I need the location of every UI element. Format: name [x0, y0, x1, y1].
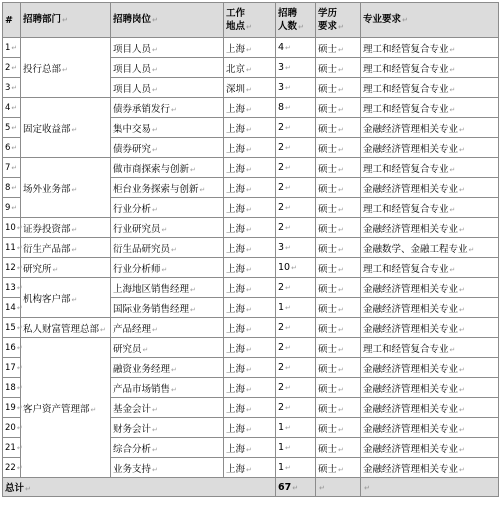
row-index: 13↵: [3, 278, 21, 298]
row-index: 18↵: [3, 378, 21, 398]
major-cell: 理工和经管复合专业↵: [361, 38, 499, 58]
major-cell: 金融数学、金融工程专业↵: [361, 238, 499, 258]
location-cell: 深圳↵: [224, 78, 276, 98]
row-index: 15↵: [3, 318, 21, 338]
position-cell: 项目人员↵: [111, 38, 224, 58]
major-cell: 金融经济管理相关专业↵: [361, 358, 499, 378]
location-cell: 上海↵: [224, 258, 276, 278]
major-cell: 金融经济管理相关专业↵: [361, 278, 499, 298]
major-cell: 金融经济管理相关专业↵: [361, 458, 499, 478]
education-cell: 硕士↵: [316, 458, 361, 478]
position-cell: 财务会计↵: [111, 418, 224, 438]
location-cell: 上海↵: [224, 318, 276, 338]
major-cell: 金融经济管理相关专业↵: [361, 218, 499, 238]
location-cell: 上海↵: [224, 138, 276, 158]
education-cell: 硕士↵: [316, 378, 361, 398]
table-row: [3, 258, 499, 278]
count-cell: 1↵: [276, 418, 316, 438]
count-cell: 2↵: [276, 378, 316, 398]
location-cell: 上海↵: [224, 358, 276, 378]
count-cell: 3↵: [276, 78, 316, 98]
location-cell: 上海↵: [224, 118, 276, 138]
count-cell: 2↵: [276, 178, 316, 198]
row-index: 22↵: [3, 458, 21, 478]
department-cell: 研究所↵: [21, 258, 111, 278]
row-index: 3↵: [3, 78, 21, 98]
education-cell: 硕士↵: [316, 138, 361, 158]
header-count: 招聘 人数↵: [276, 3, 316, 38]
position-cell: 做市商探索与创新↵: [111, 158, 224, 178]
count-cell: 10↵: [276, 258, 316, 278]
header-major: 专业要求↵: [361, 3, 499, 38]
row-index: 17↵: [3, 358, 21, 378]
department-cell: 私人财富管理总部↵: [21, 318, 111, 338]
major-cell: 理工和经管复合专业↵: [361, 338, 499, 358]
education-cell: 硕士↵: [316, 118, 361, 138]
row-index: 11↵: [3, 238, 21, 258]
header-index: #: [3, 3, 21, 38]
major-cell: 理工和经管复合专业↵: [361, 198, 499, 218]
total-label: 总计↵: [3, 478, 276, 497]
location-cell: 上海↵: [224, 198, 276, 218]
position-cell: 研究员↵: [111, 338, 224, 358]
education-cell: 硕士↵: [316, 318, 361, 338]
location-cell: 上海↵: [224, 238, 276, 258]
count-cell: 2↵: [276, 158, 316, 178]
count-cell: 3↵: [276, 58, 316, 78]
count-cell: 1↵: [276, 298, 316, 318]
row-index: 9↵: [3, 198, 21, 218]
total-blank: ↵: [316, 478, 361, 497]
major-cell: 理工和经管复合专业↵: [361, 78, 499, 98]
recruitment-table: [2, 2, 499, 497]
row-index: 6↵: [3, 138, 21, 158]
table-row: [3, 318, 499, 338]
count-cell: 2↵: [276, 118, 316, 138]
education-cell: 硕士↵: [316, 78, 361, 98]
education-cell: 硕士↵: [316, 98, 361, 118]
major-cell: 金融经济管理相关专业↵: [361, 318, 499, 338]
count-cell: 2↵: [276, 358, 316, 378]
education-cell: 硕士↵: [316, 238, 361, 258]
row-index: 14↵: [3, 298, 21, 318]
major-cell: 金融经济管理相关专业↵: [361, 378, 499, 398]
location-cell: 上海↵: [224, 458, 276, 478]
location-cell: 上海↵: [224, 38, 276, 58]
major-cell: 金融经济管理相关专业↵: [361, 418, 499, 438]
department-cell: 衍生产品部↵: [21, 238, 111, 258]
education-cell: 硕士↵: [316, 198, 361, 218]
total-row: [3, 478, 499, 497]
row-index: 19↵: [3, 398, 21, 418]
position-cell: 集中交易↵: [111, 118, 224, 138]
row-index: 16↵: [3, 338, 21, 358]
department-cell: 证券投资部↵: [21, 218, 111, 238]
education-cell: 硕士↵: [316, 258, 361, 278]
major-cell: 金融经济管理相关专业↵: [361, 298, 499, 318]
row-index: 1↵: [3, 38, 21, 58]
department-cell: 客户资产管理部↵: [21, 338, 111, 478]
major-cell: 金融经济管理相关专业↵: [361, 118, 499, 138]
major-cell: 理工和经管复合专业↵: [361, 158, 499, 178]
row-index: 12↵: [3, 258, 21, 278]
position-cell: 行业研究员↵: [111, 218, 224, 238]
row-index: 8↵: [3, 178, 21, 198]
table-row: [3, 218, 499, 238]
count-cell: 2↵: [276, 198, 316, 218]
row-index: 5↵: [3, 118, 21, 138]
department-cell: 机构客户部↵: [21, 278, 111, 318]
position-cell: 项目人员↵: [111, 78, 224, 98]
education-cell: 硕士↵: [316, 218, 361, 238]
row-index: 20↵: [3, 418, 21, 438]
position-cell: 上海地区销售经理↵: [111, 278, 224, 298]
department-cell: 场外业务部↵: [21, 158, 111, 218]
table-row: [3, 38, 499, 58]
education-cell: 硕士↵: [316, 38, 361, 58]
count-cell: 1↵: [276, 458, 316, 478]
location-cell: 上海↵: [224, 98, 276, 118]
education-cell: 硕士↵: [316, 278, 361, 298]
location-cell: 上海↵: [224, 178, 276, 198]
education-cell: 硕士↵: [316, 178, 361, 198]
table-row: [3, 158, 499, 178]
position-cell: 行业分析师↵: [111, 258, 224, 278]
location-cell: 上海↵: [224, 378, 276, 398]
row-index: 21↵: [3, 438, 21, 458]
position-cell: 产品经理↵: [111, 318, 224, 338]
count-cell: 4↵: [276, 38, 316, 58]
major-cell: 金融经济管理相关专业↵: [361, 438, 499, 458]
location-cell: 上海↵: [224, 278, 276, 298]
position-cell: 柜台业务探索与创新↵: [111, 178, 224, 198]
location-cell: 上海↵: [224, 438, 276, 458]
position-cell: 债券承销发行↵: [111, 98, 224, 118]
count-cell: 2↵: [276, 338, 316, 358]
header-row: [3, 3, 499, 38]
major-cell: 金融经济管理相关专业↵: [361, 398, 499, 418]
count-cell: 1↵: [276, 438, 316, 458]
department-cell: 固定收益部↵: [21, 98, 111, 158]
row-index: 4↵: [3, 98, 21, 118]
table-row: [3, 338, 499, 358]
table-body: [3, 38, 499, 478]
education-cell: 硕士↵: [316, 298, 361, 318]
major-cell: 金融经济管理相关专业↵: [361, 178, 499, 198]
row-index: 10↵: [3, 218, 21, 238]
major-cell: 金融经济管理相关专业↵: [361, 138, 499, 158]
education-cell: 硕士↵: [316, 358, 361, 378]
position-cell: 基金会计↵: [111, 398, 224, 418]
location-cell: 上海↵: [224, 158, 276, 178]
position-cell: 债券研究↵: [111, 138, 224, 158]
position-cell: 融资业务经理↵: [111, 358, 224, 378]
position-cell: 衍生品研究员↵: [111, 238, 224, 258]
count-cell: 2↵: [276, 398, 316, 418]
location-cell: 上海↵: [224, 398, 276, 418]
education-cell: 硕士↵: [316, 338, 361, 358]
header-location: 工作 地点↵: [224, 3, 276, 38]
position-cell: 业务支持↵: [111, 458, 224, 478]
count-cell: 8↵: [276, 98, 316, 118]
count-cell: 3↵: [276, 238, 316, 258]
education-cell: 硕士↵: [316, 58, 361, 78]
major-cell: 理工和经管复合专业↵: [361, 58, 499, 78]
position-cell: 综合分析↵: [111, 438, 224, 458]
position-cell: 项目人员↵: [111, 58, 224, 78]
count-cell: 2↵: [276, 318, 316, 338]
major-cell: 理工和经管复合专业↵: [361, 258, 499, 278]
position-cell: 产品市场销售↵: [111, 378, 224, 398]
location-cell: 上海↵: [224, 298, 276, 318]
education-cell: 硕士↵: [316, 158, 361, 178]
total-count: 67↵: [276, 478, 316, 497]
position-cell: 国际业务销售经理↵: [111, 298, 224, 318]
table-row: [3, 278, 499, 298]
location-cell: 上海↵: [224, 418, 276, 438]
table-row: [3, 238, 499, 258]
education-cell: 硕士↵: [316, 418, 361, 438]
education-cell: 硕士↵: [316, 398, 361, 418]
position-cell: 行业分析↵: [111, 198, 224, 218]
table-row: [3, 98, 499, 118]
education-cell: 硕士↵: [316, 438, 361, 458]
header-position: 招聘岗位↵: [111, 3, 224, 38]
row-index: 7↵: [3, 158, 21, 178]
location-cell: 上海↵: [224, 338, 276, 358]
header-education: 学历 要求↵: [316, 3, 361, 38]
major-cell: 理工和经管复合专业↵: [361, 98, 499, 118]
header-department: 招聘部门↵: [21, 3, 111, 38]
total-blank: ↵: [361, 478, 499, 497]
count-cell: 2↵: [276, 138, 316, 158]
department-cell: 投行总部↵: [21, 38, 111, 98]
count-cell: 2↵: [276, 278, 316, 298]
location-cell: 上海↵: [224, 218, 276, 238]
location-cell: 北京↵: [224, 58, 276, 78]
count-cell: 2↵: [276, 218, 316, 238]
row-index: 2↵: [3, 58, 21, 78]
